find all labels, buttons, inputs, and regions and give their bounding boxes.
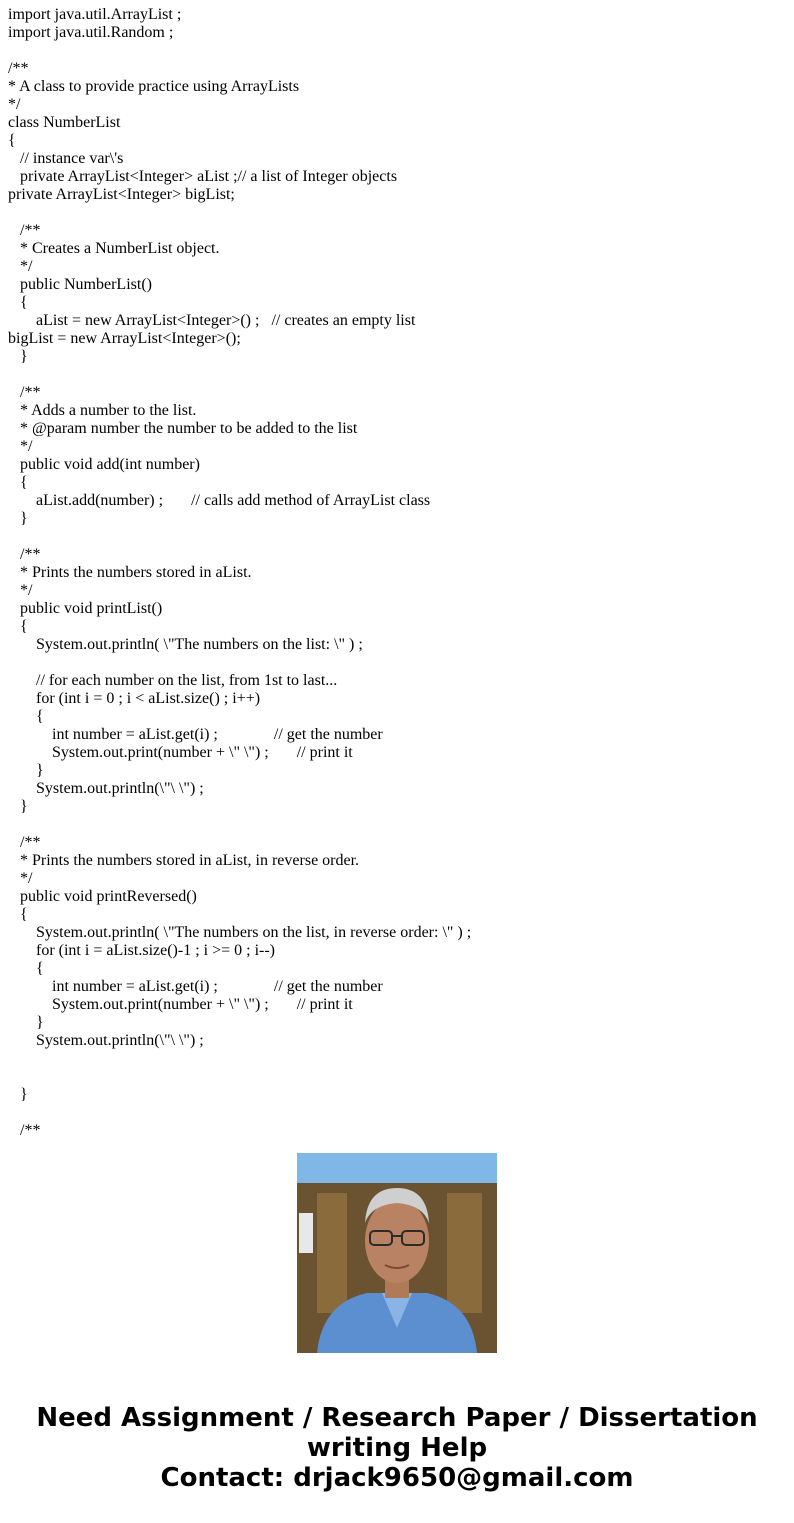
code-line: */ — [8, 258, 33, 275]
code-line: bigList = new ArrayList<Integer>(); — [8, 330, 241, 347]
code-line: public void add(int number) — [8, 456, 200, 473]
code-line: public NumberList() — [8, 276, 152, 293]
banner-line-2: writing Help — [306, 1433, 488, 1463]
contact-banner — [0, 1403, 794, 1493]
code-line: aList = new ArrayList<Integer>() ; // creates an empty list — [8, 312, 416, 329]
code-line: * @param number the number to be added to the list — [8, 420, 358, 437]
code-line: */ — [8, 870, 33, 887]
code-listing — [8, 6, 788, 1139]
code-line: System.out.println( \"The numbers on the list: \" ) ; — [8, 636, 363, 653]
code-line: */ — [8, 438, 33, 455]
code-line — [8, 528, 788, 546]
code-line: // for each number on the list, from 1st to last... — [8, 672, 338, 689]
code-line: System.out.print(number + \" \") ; // print it — [8, 996, 353, 1013]
code-line — [8, 42, 788, 60]
code-line: * Creates a NumberList object. — [8, 240, 220, 257]
code-line: /** — [8, 1122, 41, 1139]
code-line: { — [8, 132, 16, 149]
code-line: System.out.println(\"\ \") ; — [8, 1032, 204, 1049]
code-line: // instance var\'s — [8, 150, 124, 167]
code-line: { — [8, 618, 28, 635]
code-line: */ — [8, 96, 21, 113]
code-line: System.out.println(\"\ \") ; — [8, 780, 204, 797]
code-line: { — [8, 960, 44, 977]
code-line: } — [8, 1086, 28, 1103]
code-line: /** — [8, 60, 29, 77]
code-line: import java.util.Random ; — [8, 24, 174, 41]
code-line — [8, 654, 788, 672]
code-line: */ — [8, 582, 33, 599]
code-line: public void printReversed() — [8, 888, 197, 905]
code-line: } — [8, 762, 44, 779]
code-line: private ArrayList<Integer> aList ;// a list of Integer objects — [8, 168, 398, 185]
code-line: } — [8, 348, 28, 365]
code-line: /** — [8, 546, 41, 563]
code-line: * Prints the numbers stored in aList, in reverse order. — [8, 852, 360, 869]
banner-line-1: Need Assignment / Research Paper / Dissertation — [36, 1403, 758, 1433]
code-line — [8, 816, 788, 834]
code-line — [8, 204, 788, 222]
code-line: } — [8, 510, 28, 527]
code-line: } — [8, 798, 28, 815]
code-line: } — [8, 1014, 44, 1031]
code-line: /** — [8, 222, 41, 239]
code-line: * Prints the numbers stored in aList. — [8, 564, 252, 581]
code-line: /** — [8, 834, 41, 851]
code-line: aList.add(number) ; // calls add method of ArrayList class — [8, 492, 431, 509]
code-line: * A class to provide practice using ArrayLists — [8, 78, 300, 95]
author-portrait-icon — [297, 1153, 497, 1353]
code-line — [8, 1068, 788, 1086]
code-line: int number = aList.get(i) ; // get the number — [8, 978, 383, 995]
code-line: for (int i = 0 ; i < aList.size() ; i++) — [8, 690, 261, 707]
code-line: int number = aList.get(i) ; // get the number — [8, 726, 383, 743]
code-line: System.out.println( \"The numbers on the list, in reverse order: \" ) ; — [8, 924, 472, 941]
author-photo — [297, 1153, 497, 1353]
code-line: private ArrayList<Integer> bigList; — [8, 186, 235, 203]
code-line: { — [8, 906, 28, 923]
code-line: { — [8, 474, 28, 491]
code-line: for (int i = aList.size()-1 ; i >= 0 ; i--) — [8, 942, 276, 959]
code-line: System.out.print(number + \" \") ; // print it — [8, 744, 353, 761]
code-line — [8, 1104, 788, 1122]
code-line: public void printList() — [8, 600, 163, 617]
code-line: import java.util.ArrayList ; — [8, 6, 182, 23]
code-line: { — [8, 294, 28, 311]
code-line — [8, 1050, 788, 1068]
code-line — [8, 366, 788, 384]
code-line: /** — [8, 384, 41, 401]
code-line: * Adds a number to the list. — [8, 402, 197, 419]
code-line: class NumberList — [8, 114, 121, 131]
code-line: { — [8, 708, 44, 725]
banner-contact-line: Contact: drjack9650@gmail.com — [160, 1463, 634, 1493]
